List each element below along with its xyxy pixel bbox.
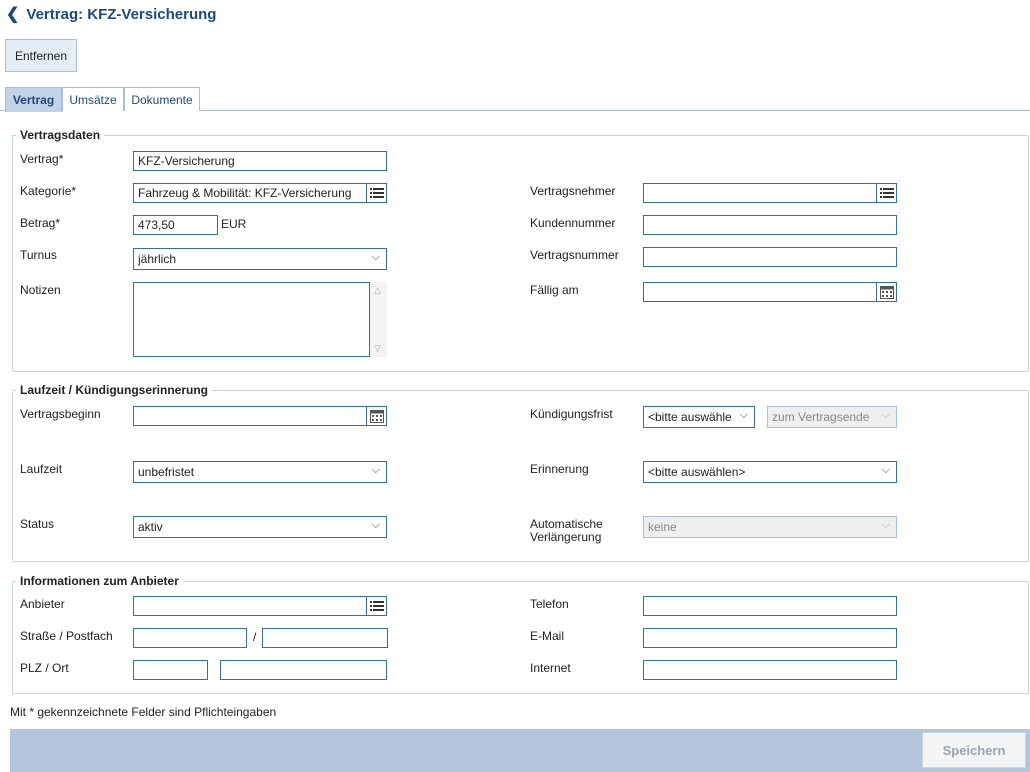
chevron-left-icon[interactable]: ❮ [6, 6, 20, 23]
laufzeit-select[interactable]: unbefristet ⌵ [133, 461, 387, 483]
chevron-down-icon: ⌵ [881, 409, 890, 421]
chevron-down-icon: ⌵ [881, 519, 890, 531]
telefon-input[interactable] [643, 596, 897, 616]
tab-vertrag[interactable]: Vertrag [5, 87, 62, 112]
vertrag-label: Vertrag* [20, 152, 64, 166]
turnus-label: Turnus [20, 248, 57, 262]
vertragsnummer-input[interactable] [643, 247, 897, 267]
kuendigungsfrist-suffix-select: zum Vertragsende ⌵ [767, 406, 897, 428]
vertragsnummer-label: Vertragsnummer [530, 248, 619, 262]
tab-umsaetze[interactable]: Umsätze [62, 87, 124, 111]
email-input[interactable] [643, 628, 897, 648]
section-laufzeit-legend: Laufzeit / Kündigungserinnerung [16, 383, 212, 397]
internet-label: Internet [530, 661, 571, 675]
kategorie-label: Kategorie* [20, 184, 77, 198]
save-button[interactable]: Speichern [922, 732, 1026, 768]
faellig-input[interactable] [643, 282, 897, 302]
chevron-down-icon: ⌵ [881, 464, 890, 476]
anbieter-label: Anbieter [20, 597, 65, 611]
chevron-down-icon: ⌵ [371, 464, 380, 476]
vertrag-input[interactable]: KFZ-Versicherung [133, 151, 387, 171]
list-picker-icon[interactable] [876, 184, 896, 202]
kategorie-input[interactable]: Fahrzeug & Mobilität: KFZ-Versicherung [133, 183, 387, 203]
turnus-select[interactable]: jährlich ⌵ [133, 248, 387, 270]
kundennummer-label: Kundennummer [530, 216, 616, 230]
laufzeit-label: Laufzeit [20, 462, 63, 476]
anbieter-input[interactable] [133, 596, 387, 616]
plz-ort-label: PLZ / Ort [20, 661, 69, 675]
verlaengerung-label: Automatische Verlängerung [530, 517, 603, 544]
scroll-down-icon[interactable]: ▽ [374, 343, 381, 353]
scroll-up-icon[interactable]: △ [374, 285, 381, 295]
strasse-input[interactable] [133, 628, 247, 648]
chevron-down-icon: ⌵ [371, 519, 380, 531]
status-select[interactable]: aktiv ⌵ [133, 516, 387, 538]
tab-dokumente[interactable]: Dokumente [124, 87, 200, 111]
strasse-label: Straße / Postfach [20, 629, 113, 643]
telefon-label: Telefon [530, 597, 569, 611]
remove-button[interactable]: Entfernen [5, 39, 77, 72]
betrag-label: Betrag* [20, 216, 61, 230]
page-title-text: Vertrag: KFZ-Versicherung [26, 5, 217, 23]
calendar-icon[interactable] [876, 283, 896, 301]
required-fields-note: Mit * gekennzeichnete Felder sind Pflichteingaben [10, 705, 277, 719]
internet-input[interactable] [643, 660, 897, 680]
currency-label: EUR [221, 217, 247, 231]
kundennummer-input[interactable] [643, 215, 897, 235]
list-picker-icon[interactable] [366, 184, 386, 202]
erinnerung-select[interactable]: <bitte auswählen> ⌵ [643, 461, 897, 483]
list-picker-icon[interactable] [366, 597, 386, 615]
chevron-down-icon: ⌵ [739, 409, 748, 421]
plz-input[interactable] [133, 660, 208, 680]
notizen-label: Notizen [20, 283, 61, 297]
section-vertragsdaten-legend: Vertragsdaten [16, 128, 104, 142]
status-label: Status [20, 517, 55, 531]
postfach-separator: / [253, 630, 257, 644]
email-label: E-Mail [530, 629, 565, 643]
betrag-input[interactable]: 473,50 [133, 215, 218, 235]
kuendigungsfrist-select[interactable]: <bitte auswähle ⌵ [643, 406, 755, 428]
chevron-down-icon: ⌵ [371, 251, 380, 263]
notizen-scrollbar[interactable] [370, 282, 387, 357]
faellig-label: Fällig am [530, 283, 579, 297]
calendar-icon[interactable] [366, 407, 386, 425]
vertragsbeginn-input[interactable] [133, 406, 387, 426]
kuendigungsfrist-label: Kündigungsfrist [530, 407, 613, 421]
ort-input[interactable] [220, 660, 387, 680]
notizen-textarea[interactable] [133, 282, 370, 357]
vertragsnehmer-input[interactable] [643, 183, 897, 203]
section-anbieter-legend: Informationen zum Anbieter [16, 574, 183, 588]
postfach-input[interactable] [262, 628, 388, 648]
page-title [6, 4, 216, 24]
footer-bar [10, 729, 1030, 772]
verlaengerung-select: keine ⌵ [643, 516, 897, 538]
vertragsbeginn-label: Vertragsbeginn [20, 407, 101, 421]
vertragsnehmer-label: Vertragsnehmer [530, 184, 616, 198]
erinnerung-label: Erinnerung [530, 462, 589, 476]
